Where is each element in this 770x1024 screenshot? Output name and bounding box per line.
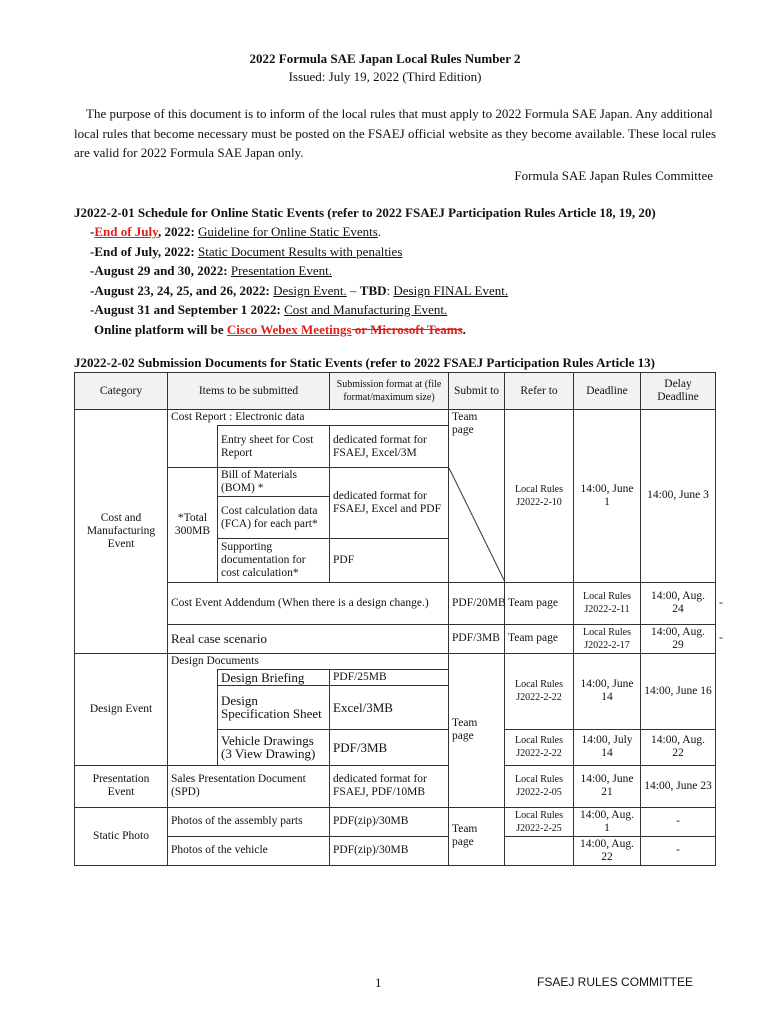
addendum-format: PDF/20MB [449, 582, 505, 624]
photo-vehicle-item: Photos of the vehicle [168, 836, 330, 865]
bom-item: Bill of Materials (BOM) * [218, 468, 330, 497]
schedule-item: -End of July, 2022: Guideline for Online Static Events. [90, 224, 382, 239]
cost-refer: Local Rules J2022-2-10 [505, 410, 574, 583]
addendum-deadline: 14:00, Aug. 24 [641, 582, 716, 624]
addendum-submit: Team page [505, 582, 574, 624]
photo-submit: Team page [449, 807, 505, 865]
photo-refer-empty [505, 836, 574, 865]
realcase-refer: Local Rules J2022-2-17 [574, 624, 641, 653]
design-deadline-1: 14:00, June 14 [574, 653, 641, 729]
fca-item: Cost calculation data (FCA) for each part* [218, 497, 330, 539]
category-design: Design Event [75, 653, 168, 765]
header-delay: Delay Deadline [641, 373, 716, 410]
category-presentation: Presentation Event [75, 765, 168, 807]
schedule-link[interactable]: Static Document Results with penalties [198, 243, 403, 259]
bom-format: dedicated format for FSAEJ, Excel and PDF [330, 468, 449, 539]
realcase-deadline: 14:00, Aug. 29 [641, 624, 716, 653]
photo-assembly-format: PDF(zip)/30MB [330, 807, 449, 836]
footer-organization: FSAEJ RULES COMMITTEE [537, 975, 694, 989]
realcase-format: PDF/3MB [449, 624, 505, 653]
committee-signature: Formula SAE Japan Rules Committee [514, 168, 713, 183]
design-refer-2: Local Rules J2022-2-22 [505, 729, 574, 765]
design-refer-1: Local Rules J2022-2-22 [505, 653, 574, 729]
vehicle-drawings-format: PDF/3MB [330, 729, 449, 765]
schedule-item: -August 23, 24, 25, and 26, 2022: Design Event. – TBD: Design FINAL Event. [90, 282, 509, 298]
schedule-link[interactable]: Design FINAL Event. [393, 282, 509, 298]
entry-sheet-item: Entry sheet for Cost Report [218, 426, 330, 468]
entry-sheet-format: dedicated format for FSAEJ, Excel/3M [330, 426, 449, 468]
section-2-heading: J2022-2-02 Submission Documents for Static Events (refer to 2022 FSAEJ Participation Rules Article 13) [74, 355, 655, 370]
presentation-delay: 14:00, June 23 [641, 765, 716, 807]
diagonal-line [449, 468, 505, 582]
diagonal-cell [449, 468, 505, 583]
supporting-format: PDF [330, 539, 449, 582]
schedule-item: -August 31 and September 1 2022: Cost and Manufacturing Event. [90, 302, 448, 317]
realcase-submit: Team page [505, 624, 574, 653]
cost-deadline: 14:00, June 1 [574, 410, 641, 583]
section-1-heading: J2022-2-01 Schedule for Online Static Events (refer to 2022 FSAEJ Participation Rules Article 18, 19, 20) [74, 205, 656, 220]
header-submit-to: Submit to [449, 373, 505, 410]
header-items: Items to be submitted [168, 373, 330, 410]
presentation-item: Sales Presentation Document (SPD) [168, 765, 330, 807]
design-delay-1: 14:00, June 16 [641, 653, 716, 729]
schedule-item: -August 29 and 30, 2022: Presentation Event. [90, 263, 332, 278]
schedule-link[interactable]: Design Event. [273, 282, 347, 298]
photo-deadline-1: 14:00, Aug. 1 [574, 807, 641, 836]
design-briefing-item: Design Briefing [218, 669, 330, 685]
photo-refer: Local Rules J2022-2-25 [505, 807, 574, 836]
photo-vehicle-format: PDF(zip)/30MB [330, 836, 449, 865]
presentation-format: dedicated format for FSAEJ, PDF/10MB [330, 765, 449, 807]
addendum-item: Cost Event Addendum (When there is a design change.) [168, 582, 449, 624]
category-cost: Cost and Manufacturing Event [75, 410, 168, 654]
issued-date: Issued: July 19, 2022 (Third Edition) [288, 69, 482, 84]
presentation-deadline: 14:00, June 21 [574, 765, 641, 807]
design-spec-item: Design Specification Sheet [218, 685, 330, 729]
schedule-link[interactable]: Presentation Event. [230, 263, 332, 278]
platform-new: Cisco Webex Meetings [226, 321, 352, 337]
schedule-link[interactable]: Guideline for Online Static Events [198, 224, 378, 239]
intro-paragraph: The purpose of this document is to inform of the local rules that must apply to 2022 Formula SAE Japan. Any additional local rules that become necessary must be posted on the FSAEJ official website as they become available. These local rules are valid for 2022 Formula SAE Japan only. [74, 106, 717, 160]
photo-delay-1: - [641, 807, 716, 836]
cost-submit: Team page [449, 410, 505, 468]
document-title: 2022 Formula SAE Japan Local Rules Number 2 [249, 51, 521, 66]
photo-assembly-item: Photos of the assembly parts [168, 807, 330, 836]
presentation-refer: Local Rules J2022-2-05 [505, 765, 574, 807]
design-submit: Team page [449, 653, 505, 807]
realcase-item: Real case scenario [168, 624, 449, 653]
total-size: *Total 300MB [168, 468, 218, 583]
red-date: End of July [94, 224, 158, 239]
cost-report-label: Cost Report : Electronic data [168, 410, 449, 426]
supporting-item: Supporting documentation for cost calculation* [218, 539, 330, 582]
submission-table-body: Category Items to be submitted Submission format at (file format/maximum size) Submit to Refer to Deadline Delay Deadline Cost and Manufacturing Event Cost Report : Electronic data Team page Local Rules J2022-2-10 14:00, June 1 14:00, June 3 Entry sheet for Cost Report dedicated format for FSAEJ, Excel/3M *Total 300MB Bill of Materials (BOM) * dedicated format for FSAEJ, Excel and PDF Cost calculation data (FCA) for each part* Supporting documentation for cost calculation* PDF Cost Event Addendum (When there is a design change.) PDF/20MB Team page Local Rules J2022-2-11 14:00, Aug. 24 - Real case scenario PDF/3MB Team page Local Rules J2022-2-17 14:00, Aug. 29 - Design Event Design Documents Team page Local Rules J2022-2-22 14:00, June 14 14:00, June 16 Design Briefing PDF/25MB Design Specification Sheet Excel/3MB Vehicle Drawings (3 View Drawing) PDF/3MB Local Rules J2022-2-22 14:00, July 14 14:00, Aug. 22 Presentation Event Sales Presentation Document (SPD) dedicated format for FSAEJ, PDF/10MB Local Rules J2022-2-05 14:00, June 21 14:00, June 23 Static Photo Photos of the assembly parts PDF(zip)/30MB Team page Local Rules J2022-2-25 14:00, Aug. 1 - Photos of the vehicle PDF(zip)/30MB 14:00, Aug. 22 - [74, 372, 716, 866]
page-number: 1 [375, 975, 382, 990]
header-format: Submission format at (file format/maximum size) [330, 373, 449, 410]
header-deadline: Deadline [574, 373, 641, 410]
photo-deadline-2: 14:00, Aug. 22 [574, 836, 641, 865]
addendum-refer: Local Rules J2022-2-11 [574, 582, 641, 624]
photo-delay-2: - [641, 836, 716, 865]
schedule-list [90, 222, 508, 339]
design-spec-format: Excel/3MB [330, 685, 449, 729]
vehicle-drawings-item: Vehicle Drawings (3 View Drawing) [218, 729, 330, 765]
schedule-link[interactable]: Cost and Manufacturing Event. [284, 302, 448, 317]
header-category: Category [75, 373, 168, 410]
category-photo: Static Photo [75, 807, 168, 865]
schedule-item: -End of July, 2022: Static Document Results with penalties [90, 243, 403, 259]
platform-old: or Microsoft Teams [351, 321, 463, 337]
design-docs-label: Design Documents [168, 653, 449, 669]
design-briefing-format: PDF/25MB [330, 669, 449, 685]
design-deadline-2: 14:00, July 14 [574, 729, 641, 765]
platform-line: Online platform will be Cisco Webex Meetings or Microsoft Teams. [94, 321, 466, 337]
header-refer-to: Refer to [505, 373, 574, 410]
design-delay-2: 14:00, Aug. 22 [641, 729, 716, 765]
cost-delay: 14:00, June 3 [641, 410, 716, 583]
